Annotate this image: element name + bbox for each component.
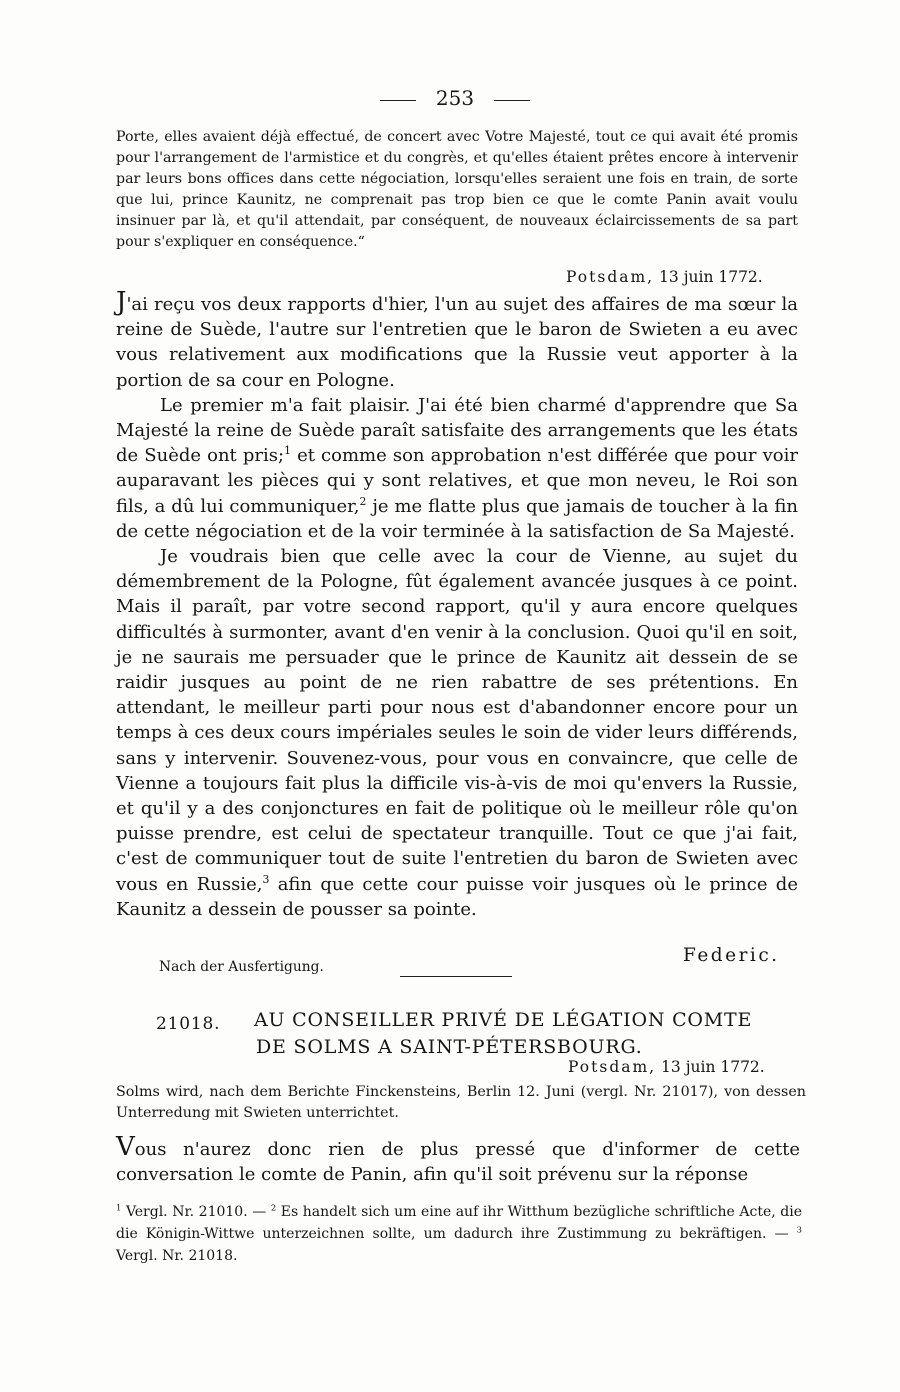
- initial-letter: V: [116, 1132, 135, 1162]
- page-header: [0, 86, 900, 114]
- footnote-ref-2: 2: [359, 494, 367, 508]
- heading-line-2: DE SOLMS A SAINT-PÉTERSBOURG.: [256, 1036, 643, 1058]
- footnote-mark-1: 1: [116, 1202, 122, 1213]
- document-number: 21018.: [156, 1014, 221, 1034]
- footnote-mark-2: 2: [270, 1202, 277, 1213]
- initial-letter: J: [116, 287, 127, 317]
- header-rule-left: [380, 100, 416, 101]
- heading-line-1: AU CONSEILLER PRIVÉ DE LÉGATION COMTE: [254, 1009, 753, 1031]
- letter1-body: [116, 289, 798, 922]
- footnote-ref-3: 3: [262, 872, 270, 886]
- footnote-mark-3: 3: [796, 1224, 803, 1235]
- signature: Federic.: [683, 945, 780, 966]
- footnote-2: Es handelt sich um eine auf ihr Witthum bezügliche schriftliche Acte, die die Königin-Wittwe unterzeichnen sollte, um dadurch ihre Zustimmung zu bekräftigen. —: [116, 1204, 803, 1242]
- letter1-dateline: [566, 268, 763, 286]
- source-note: Nach der Ausfertigung.: [159, 959, 324, 975]
- header-rule-right: [494, 100, 530, 101]
- dateline-place: Potsdam,: [568, 1058, 657, 1076]
- editorial-summary: Solms wird, nach dem Berichte Finckensteins, Berlin 12. Juni (vergl. Nr. 21017), von dessen Unterredung mit Swieten unterrichtet.: [116, 1084, 806, 1121]
- dateline-date: 13 juin 1772.: [661, 1058, 765, 1076]
- quoted-report-ending: Porte, elles avaient déjà effectué, de concert avec Votre Majesté, tout ce qui avait été promis pour l'arrangement de l'armistice et du congrès, et qu'elles étaient prêtes encore à intervenir par leurs bons offices dans cette négociation, lorsqu'elles seraient une fois en train, de sorte que lui, prince Kaunitz, ne comprenait pas trop bien ce que le comte Panin avait voulu insinuer par là, et qu'il attendait, par conséquent, de nouveaux éclaircissements de sa part pour s'expliquer en conséquence.“: [116, 129, 798, 250]
- footnote-3: Vergl. Nr. 21018.: [116, 1248, 238, 1264]
- page-number: 253: [435, 86, 475, 110]
- letter1-paragraph-3: Je voudrais bien que celle avec la cour de Vienne, au sujet du démembrement de la Pologne, fût également avancée jusques à ce point. Mais il paraît, par votre second rapport, qu'il y aura encore quelques difficultés à surmonter, avant d'en venir à la conclusion. Quoi qu'il en soit, je ne saurais me persuader que le prince de Kaunitz ait dessein de se raidir jusques au point de ne rien rabattre de ses prétentions. En attendant, le meilleur parti pour nous est d'abandonner encore pour un temps à ces deux cours impériales seules le soin de vider leurs différends, sans y intervenir. Souvenez-vous, pour vous en convaincre, que celle de Vienne a toujours fait plus la difficile vis-à-vis de moi qu'envers la Russie, et qu'il y a des conjonctures en fait de politique où le meilleur rôle qu'on puisse prendre, est celui de spectateur tranquille. Tout ce que j'ai fait, c'est de communiquer tout de suite l'entretien du baron de Swieten avec vous en Russie,$^3$ afin que cette cour puisse voir jusques où le prince de Kaunitz a dessein de pousser sa pointe.: [116, 546, 798, 920]
- letter2-body: Vous n'aurez donc rien de plus pressé que d'informer de cette conversation le comte de Panin, afin qu'il soit prévenu sur la réponse: [116, 1132, 800, 1186]
- footnotes: [116, 1201, 802, 1267]
- footnote-ref-1: 1: [284, 444, 291, 458]
- dateline-place: Potsdam,: [566, 268, 655, 286]
- section-divider: [400, 976, 512, 977]
- letter1-paragraph-2: Le premier m'a fait plaisir. J'ai été bien charmé d'apprendre que Sa Majesté la reine de Suède paraît satisfaite des arrangements que les états de Suède ont pris;$^1$ et comme son approbation n'est différée que pour voir auparavant les pièces qui y sont relatives, et que mon neveu, le Roi son fils, a dû lui communiquer,$^2$ je me flatte plus que jamais de toucher à la fin de cette négociation et de la voir terminée à la satisfaction de Sa Majesté.: [116, 394, 798, 542]
- letter2-dateline: [568, 1058, 765, 1076]
- dateline-date: 13 juin 1772.: [659, 268, 763, 286]
- footnote-1: Vergl. Nr. 21010. —: [125, 1204, 267, 1220]
- letter1-paragraph-1: J'ai reçu vos deux rapports d'hier, l'un au sujet des affaires de ma sœur la reine de Suède, l'autre sur l'entretien que le baron de Swieten a eu avec vous relativement aux modifications que la Russie veut apporter à la portion de sa cour en Pologne.: [116, 287, 798, 391]
